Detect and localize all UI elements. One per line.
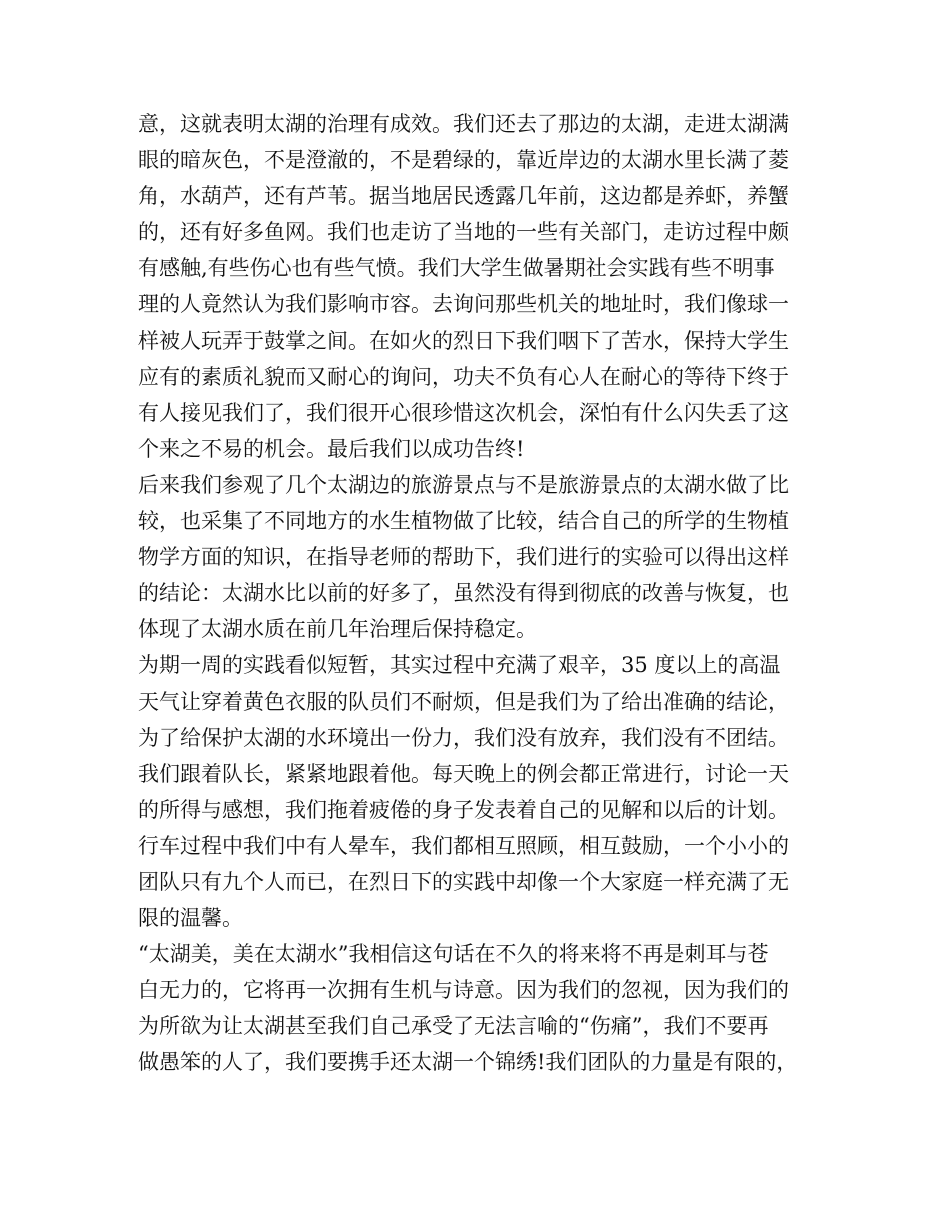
text-line: 意，这就表明太湖的治理有成效。我们还去了那边的太湖，走进太湖满 xyxy=(138,112,789,136)
text-line: 的所得与感想，我们拖着疲倦的身子发表着自己的见解和以后的计划。 xyxy=(138,797,789,822)
text-line: 较，也采集了不同地方的水生植物做了比较，结合自己的所学的生物植 xyxy=(138,509,789,534)
text-line: 物学方面的知识，在指导老师的帮助下，我们进行的实验可以得出这样 xyxy=(138,545,789,570)
text-line: 角，水葫芦，还有芦苇。据当地居民透露几年前，这边都是养虾，养蟹 xyxy=(138,184,789,209)
text-line: 行车过程中我们中有人晕车，我们都相互照顾，相互鼓励，一个小小的 xyxy=(138,833,789,858)
text-line: 的结论：太湖水比以前的好多了，虽然没有得到彻底的改善与恢复，也 xyxy=(138,581,789,606)
text-line: 白无力的，它将再一次拥有生机与诗意。因为我们的忽视，因为我们的 xyxy=(138,978,789,1003)
text-line: 眼的暗灰色，不是澄澈的，不是碧绿的，靠近岸边的太湖水里长满了菱 xyxy=(138,148,789,173)
text-line: 为所欲为让太湖甚至我们自己承受了无法言喻的“伤痛”，我们不要再 xyxy=(138,1014,769,1039)
text-line: 有感触,有些伤心也有些气愤。我们大学生做暑期社会实践有些不明事 xyxy=(138,256,775,281)
text-line: 应有的素质礼貌而又耐心的询问，功夫不负有心人在耐心的等待下终于 xyxy=(138,364,789,389)
text-line: 体现了太湖水质在前几年治理后保持稳定。 xyxy=(138,617,537,642)
text-line: 理的人竟然认为我们影响市容。去询问那些机关的地址时，我们像球一 xyxy=(138,292,789,317)
text-line: 为期一周的实践看似短暂，其实过程中充满了艰辛，35 度以上的高温 xyxy=(138,653,781,678)
text-line: 个来之不易的机会。最后我们以成功告终! xyxy=(138,436,525,461)
text-line: 天气让穿着黄色衣服的队员们不耐烦，但是我们为了给出准确的结论， xyxy=(138,689,789,714)
document-body xyxy=(138,106,828,1081)
text-line: 的，还有好多鱼网。我们也走访了当地的一些有关部门，走访过程中颇 xyxy=(138,220,789,245)
text-line: 后来我们参观了几个太湖边的旅游景点与不是旅游景点的太湖水做了比 xyxy=(138,472,789,497)
text-line: 有人接见我们了，我们很开心很珍惜这次机会，深怕有什么闪失丢了这 xyxy=(138,400,789,425)
text-line: 限的温馨。 xyxy=(138,906,243,931)
text-line: 做愚笨的人了，我们要携手还太湖一个锦绣!我们团队的力量是有限的， xyxy=(138,1050,798,1075)
text-line: 团队只有九个人而已，在烈日下的实践中却像一个大家庭一样充满了无 xyxy=(138,869,789,894)
text-line: 为了给保护太湖的水环境出一份力，我们没有放弃，我们没有不团结。 xyxy=(138,725,789,750)
text-line: 我们跟着队长，紧紧地跟着他。每天晚上的例会都正常进行，讨论一天 xyxy=(138,761,789,786)
text-line: “太湖美，美在太湖水”我相信这句话在不久的将来将不再是刺耳与苍 xyxy=(138,942,769,967)
text-line: 样被人玩弄于鼓掌之间。在如火的烈日下我们咽下了苦水，保持大学生 xyxy=(138,328,789,353)
